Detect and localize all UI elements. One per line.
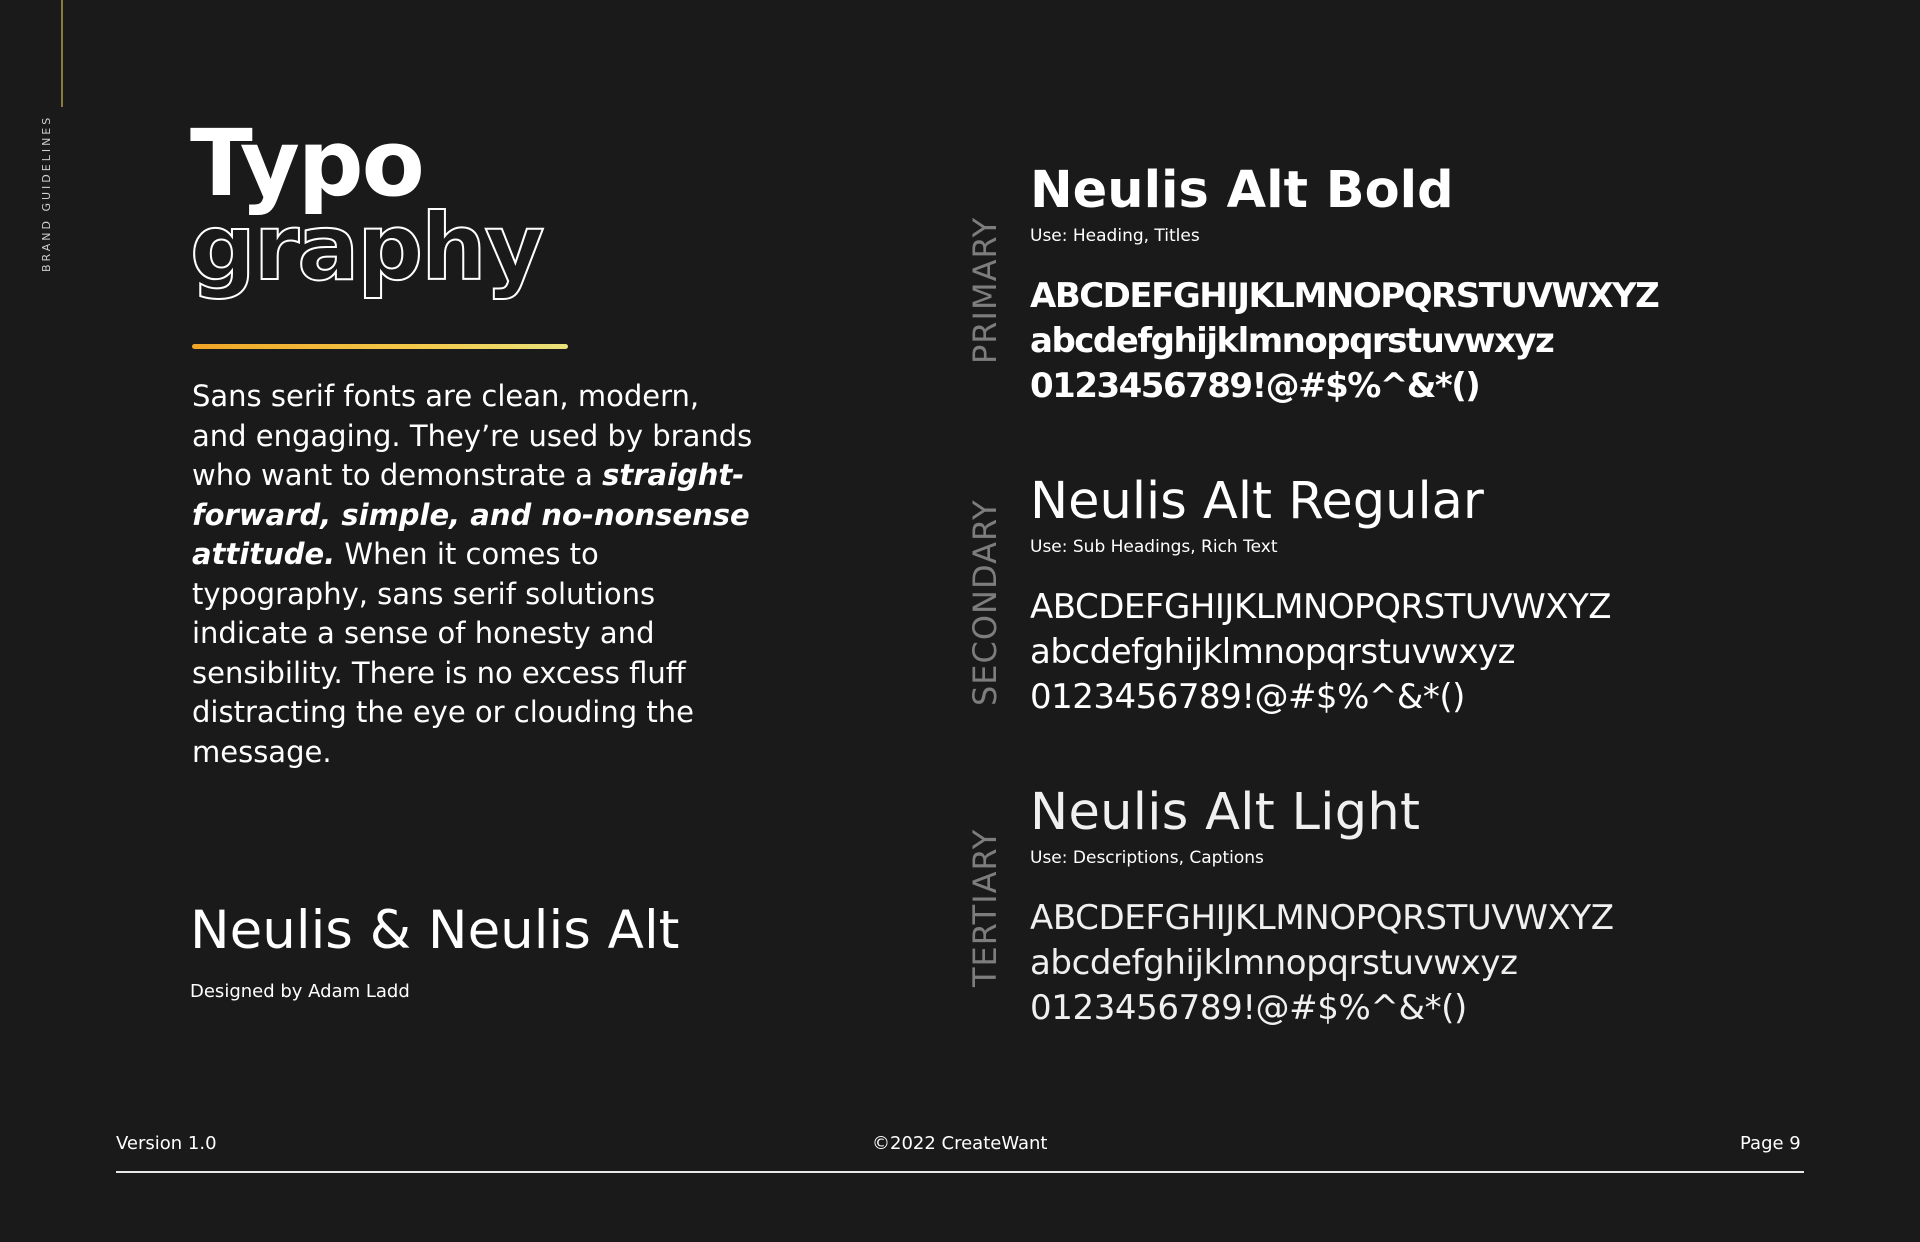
font-usage: Use: Descriptions, Captions: [1030, 848, 1264, 868]
intro-paragraph: [192, 377, 762, 772]
charset-lowercase: abcdefghijklmnopqrstuvwxyz: [1030, 632, 1515, 672]
charset-lowercase: abcdefghijklmnopqrstuvwxyz: [1030, 943, 1518, 983]
font-name: Neulis Alt Regular: [1030, 472, 1484, 531]
tier-label-primary: PRIMARY: [966, 216, 1004, 364]
footer-copyright: ©2022 CreateWant: [872, 1133, 1048, 1154]
font-usage: Use: Heading, Titles: [1030, 226, 1200, 246]
title-accent-underline: [192, 344, 568, 349]
font-specimen-tertiary: [1030, 783, 1614, 1031]
font-name: Neulis Alt Bold: [1030, 161, 1454, 220]
page-title-outline: graphy: [190, 194, 543, 301]
tier-label-secondary: SECONDARY: [966, 499, 1004, 706]
charset-uppercase: ABCDEFGHIJKLMNOPQRSTUVWXYZ: [1030, 898, 1614, 938]
font-name: Neulis Alt Light: [1030, 783, 1421, 842]
tier-label-tertiary: TERTIARY: [966, 828, 1004, 987]
font-designer-credit: Designed by Adam Ladd: [190, 981, 410, 1002]
font-family-name: Neulis & Neulis Alt: [190, 900, 680, 961]
intro-emphasis: straight-forward, simple, and no-nonsense attitude.: [192, 458, 750, 571]
rail-label: BRAND GUIDELINES: [40, 114, 53, 272]
charset-numerals: 0123456789!@#$%^&*(): [1030, 677, 1465, 717]
font-specimen-primary: [1030, 161, 1659, 409]
charset-uppercase: ABCDEFGHIJKLMNOPQRSTUVWXYZ: [1030, 587, 1612, 627]
charset-uppercase: ABCDEFGHIJKLMNOPQRSTUVWXYZ: [1030, 276, 1659, 316]
charset-numerals: 0123456789!@#$%^&*(): [1030, 366, 1480, 406]
footer-divider: [116, 1171, 1804, 1173]
charset-numerals: 0123456789!@#$%^&*(): [1030, 988, 1467, 1028]
intro-text-after: When it comes to typography, sans serif solutions indicate a sense of honesty and sensibility. There is no excess fluff distracting the eye or clouding the message.: [192, 537, 694, 769]
footer-version: Version 1.0: [116, 1133, 217, 1154]
footer-page-number: Page 9: [1740, 1133, 1801, 1154]
charset-lowercase: abcdefghijklmnopqrstuvwxyz: [1030, 321, 1554, 361]
font-specimen-secondary: [1030, 472, 1612, 720]
rail-divider: [61, 0, 63, 107]
font-usage: Use: Sub Headings, Rich Text: [1030, 537, 1278, 557]
intro-text-before: Sans serif fonts are clean, modern, and engaging. They’re used by brands who want to demonstrate a: [192, 379, 753, 492]
page-title-solid: Typo: [190, 110, 423, 217]
